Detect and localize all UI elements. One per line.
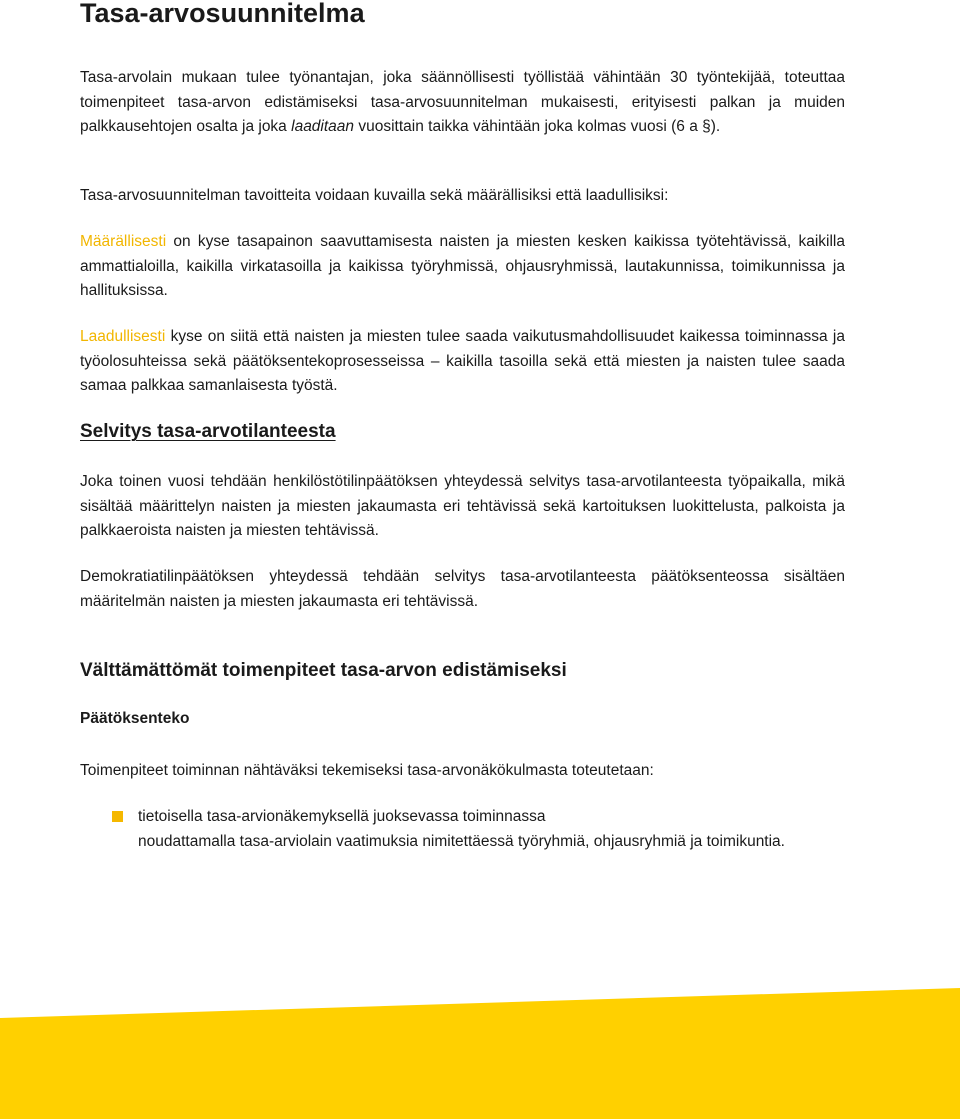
quantitative-term: Määrällisesti [80,233,167,250]
qualitative-term: Laadullisesti [80,328,166,345]
quantitative-text: on kyse tasapainon saavuttamisesta naisten ja miesten kesken kaikissa työtehtävissä, kaikilla ammattialoilla, kaikilla virkatasoilla ja kaikissa työryhmissä, ohjausryhmissä, lautakunnissa, toimikunnissa ja hallituksissa. [80,233,845,299]
intro-text-start: Tasa-arvolain mukaan tulee työnantajan, joka säännöllisesti työllistää vähintään 30 työntekijää, toteuttaa toimenpiteet tasa-arvon edistämiseksi tasa-arvosuunnitelman mukaisesti, erityisesti palkan ja muiden palkkausehtojen osalta ja joka [80,69,845,135]
survey-heading: Selvitys tasa-arvotilanteesta [80,421,336,442]
survey-paragraph-2: Demokratiatilinpäätöksen yhteydessä tehdään selvitys tasa-arvotilanteesta päätöksenteossa sisältäen määritelmän naisten ja miesten jakaumasta eri tehtävissä. [80,568,845,610]
bullet-line-2: noudattamalla tasa-arviolain vaatimuksia nimitettäessä työryhmiä, ohjausryhmiä ja toimikuntia. [138,832,785,850]
qualitative-text: kyse on siitä että naisten ja miesten tulee saada vaikutusmahdollisuudet kaikessa toiminnassa ja työolosuhteissa sekä päätöksentekoprosesseissa – kaikilla tasoilla sekä että miesten ja naisten tulee saada samaa palkkaa samanlaisesta työstä. [80,328,845,394]
measures-heading: Välttämättömät toimenpiteet tasa-arvon edistämiseksi [80,660,567,681]
bullet-line-1: tietoisella tasa-arvionäkemyksellä juoksevassa toiminnassa [138,808,546,825]
list-item [80,805,845,854]
survey-paragraph-1: Joka toinen vuosi tehdään henkilöstötilinpäätöksen yhteydessä selvitys tasa-arvotilanteesta työpaikalla, mikä sisältää määrittelyn naisten ja miesten jakaumasta eri tehtävissä sekä kartoituksen luokittelusta, palkoista ja palkkaeroista naisten ja miesten tehtävissä. [80,473,845,539]
measures-intro-paragraph: Toimenpiteet toiminnan nähtäväksi tekemiseksi tasa-arvonäkökulmasta toteutetaan: [80,762,654,779]
intro-text-end: vuosittain taikka vähintään joka kolmas vuosi (6 a §). [354,118,721,135]
qualitative-paragraph [80,325,845,399]
square-bullet-icon [112,811,123,822]
intro-italic-word: laaditaan [291,118,355,135]
goals-intro-paragraph: Tasa-arvosuunnitelman tavoitteita voidaan kuvailla sekä määrällisiksi että laadullisiksi: [80,187,669,204]
measures-bullet-list [80,805,845,854]
intro-paragraph [80,66,845,140]
decision-making-subheading: Päätöksenteko [80,710,190,727]
yellow-band-shape [0,988,960,1119]
quantitative-paragraph [80,230,845,304]
document-title: Tasa-arvosuunnitelma [80,0,365,28]
